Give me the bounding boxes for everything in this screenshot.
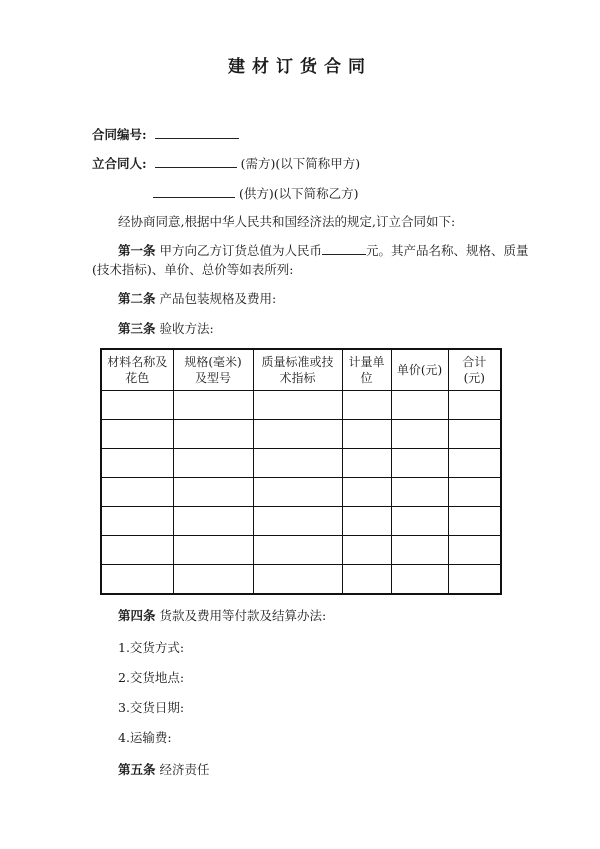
table-cell[interactable]: [173, 420, 253, 449]
table-cell[interactable]: [253, 478, 342, 507]
table-cell[interactable]: [101, 507, 173, 536]
contract-number-label: 合同编号:: [92, 127, 147, 142]
table-cell[interactable]: [448, 449, 501, 478]
table-row: [101, 449, 501, 478]
table-cell[interactable]: [391, 449, 448, 478]
article-2-heading: 第二条: [118, 291, 156, 306]
article-1-heading: 第一条: [118, 243, 156, 258]
table-cell[interactable]: [391, 565, 448, 595]
table-cell[interactable]: [253, 449, 342, 478]
table-row: [101, 391, 501, 420]
table-cell[interactable]: [342, 478, 391, 507]
article-2: [118, 289, 276, 307]
col-specification: 规格(毫米) 及型号: [173, 349, 253, 391]
party-buyer-line: [92, 154, 360, 172]
article-5-heading: 第五条: [118, 762, 156, 777]
seller-note: (供方)(以下简称乙方): [238, 186, 359, 201]
table-cell[interactable]: [101, 420, 173, 449]
table-row: [101, 565, 501, 595]
table-cell[interactable]: [448, 565, 501, 595]
article-1-line-2: (技术指标)、单价、总价等如表所列:: [92, 262, 294, 277]
buyer-note: (需方)(以下简称甲方): [240, 156, 361, 171]
table-cell[interactable]: [173, 391, 253, 420]
article-1-text-after: 元。其产品名称、规格、质量: [366, 243, 529, 258]
table-cell[interactable]: [448, 420, 501, 449]
product-table: [100, 348, 502, 595]
table-cell[interactable]: [101, 565, 173, 595]
article-5: [118, 760, 210, 778]
table-cell[interactable]: [101, 536, 173, 565]
article-1-text-before: 甲方向乙方订货总值为人民币: [159, 243, 323, 258]
table-cell[interactable]: [173, 507, 253, 536]
table-cell[interactable]: [448, 391, 501, 420]
article-3-text: 验收方法:: [159, 321, 214, 336]
article-4-item-4: 4.运输费:: [118, 730, 172, 745]
table-cell[interactable]: [253, 536, 342, 565]
table-row: [101, 420, 501, 449]
article-4: [118, 606, 326, 624]
buyer-name-blank[interactable]: [155, 155, 237, 168]
article-4-heading: 第四条: [118, 608, 156, 623]
table-cell[interactable]: [173, 536, 253, 565]
table-cell[interactable]: [253, 420, 342, 449]
table-cell[interactable]: [391, 391, 448, 420]
col-unit-price: 单价(元): [391, 349, 448, 391]
table-cell[interactable]: [448, 478, 501, 507]
col-total: 合计 (元): [448, 349, 501, 391]
table-cell[interactable]: [253, 391, 342, 420]
table-cell[interactable]: [101, 478, 173, 507]
article-4-item-3: 3.交货日期:: [118, 700, 185, 715]
table-cell[interactable]: [173, 478, 253, 507]
total-amount-blank[interactable]: [322, 242, 366, 255]
contract-number-blank[interactable]: [155, 126, 239, 139]
article-2-text: 产品包装规格及费用:: [159, 291, 277, 306]
table-cell[interactable]: [342, 536, 391, 565]
table-cell[interactable]: [342, 565, 391, 595]
table-row: [101, 536, 501, 565]
table-cell[interactable]: [448, 507, 501, 536]
article-3: [118, 319, 214, 337]
table-cell[interactable]: [101, 391, 173, 420]
table-cell[interactable]: [101, 449, 173, 478]
contract-number-line: [92, 125, 239, 143]
party-seller-line: [153, 184, 359, 202]
article-4-text: 货款及费用等付款及结算办法:: [159, 608, 327, 623]
col-unit: 计量单 位: [342, 349, 391, 391]
table-row: [101, 507, 501, 536]
table-cell[interactable]: [173, 449, 253, 478]
article-4-item-1: 1.交货方式:: [118, 640, 185, 655]
col-material-name: 材料名称及 花色: [101, 349, 173, 391]
article-1-line-1: [118, 241, 529, 259]
seller-name-blank[interactable]: [153, 185, 235, 198]
table-cell[interactable]: [342, 391, 391, 420]
article-4-item-2: 2.交货地点:: [118, 670, 185, 685]
parties-label: 立合同人:: [92, 156, 147, 171]
page-title: 建材订货合同: [228, 57, 372, 77]
table-cell[interactable]: [173, 565, 253, 595]
table-row: [101, 478, 501, 507]
table-cell[interactable]: [342, 449, 391, 478]
table-cell[interactable]: [253, 507, 342, 536]
table-cell[interactable]: [342, 507, 391, 536]
article-5-text: 经济责任: [159, 762, 210, 777]
col-quality-standard: 质量标准或技 术指标: [253, 349, 342, 391]
table-cell[interactable]: [448, 536, 501, 565]
article-3-heading: 第三条: [118, 321, 156, 336]
table-cell[interactable]: [391, 507, 448, 536]
table-cell[interactable]: [391, 478, 448, 507]
product-table-header-row: [101, 349, 501, 391]
table-cell[interactable]: [253, 565, 342, 595]
table-cell[interactable]: [391, 420, 448, 449]
table-cell[interactable]: [342, 420, 391, 449]
table-cell[interactable]: [391, 536, 448, 565]
intro-paragraph: 经协商同意,根据中华人民共和国经济法的规定,订立合同如下:: [118, 214, 456, 229]
